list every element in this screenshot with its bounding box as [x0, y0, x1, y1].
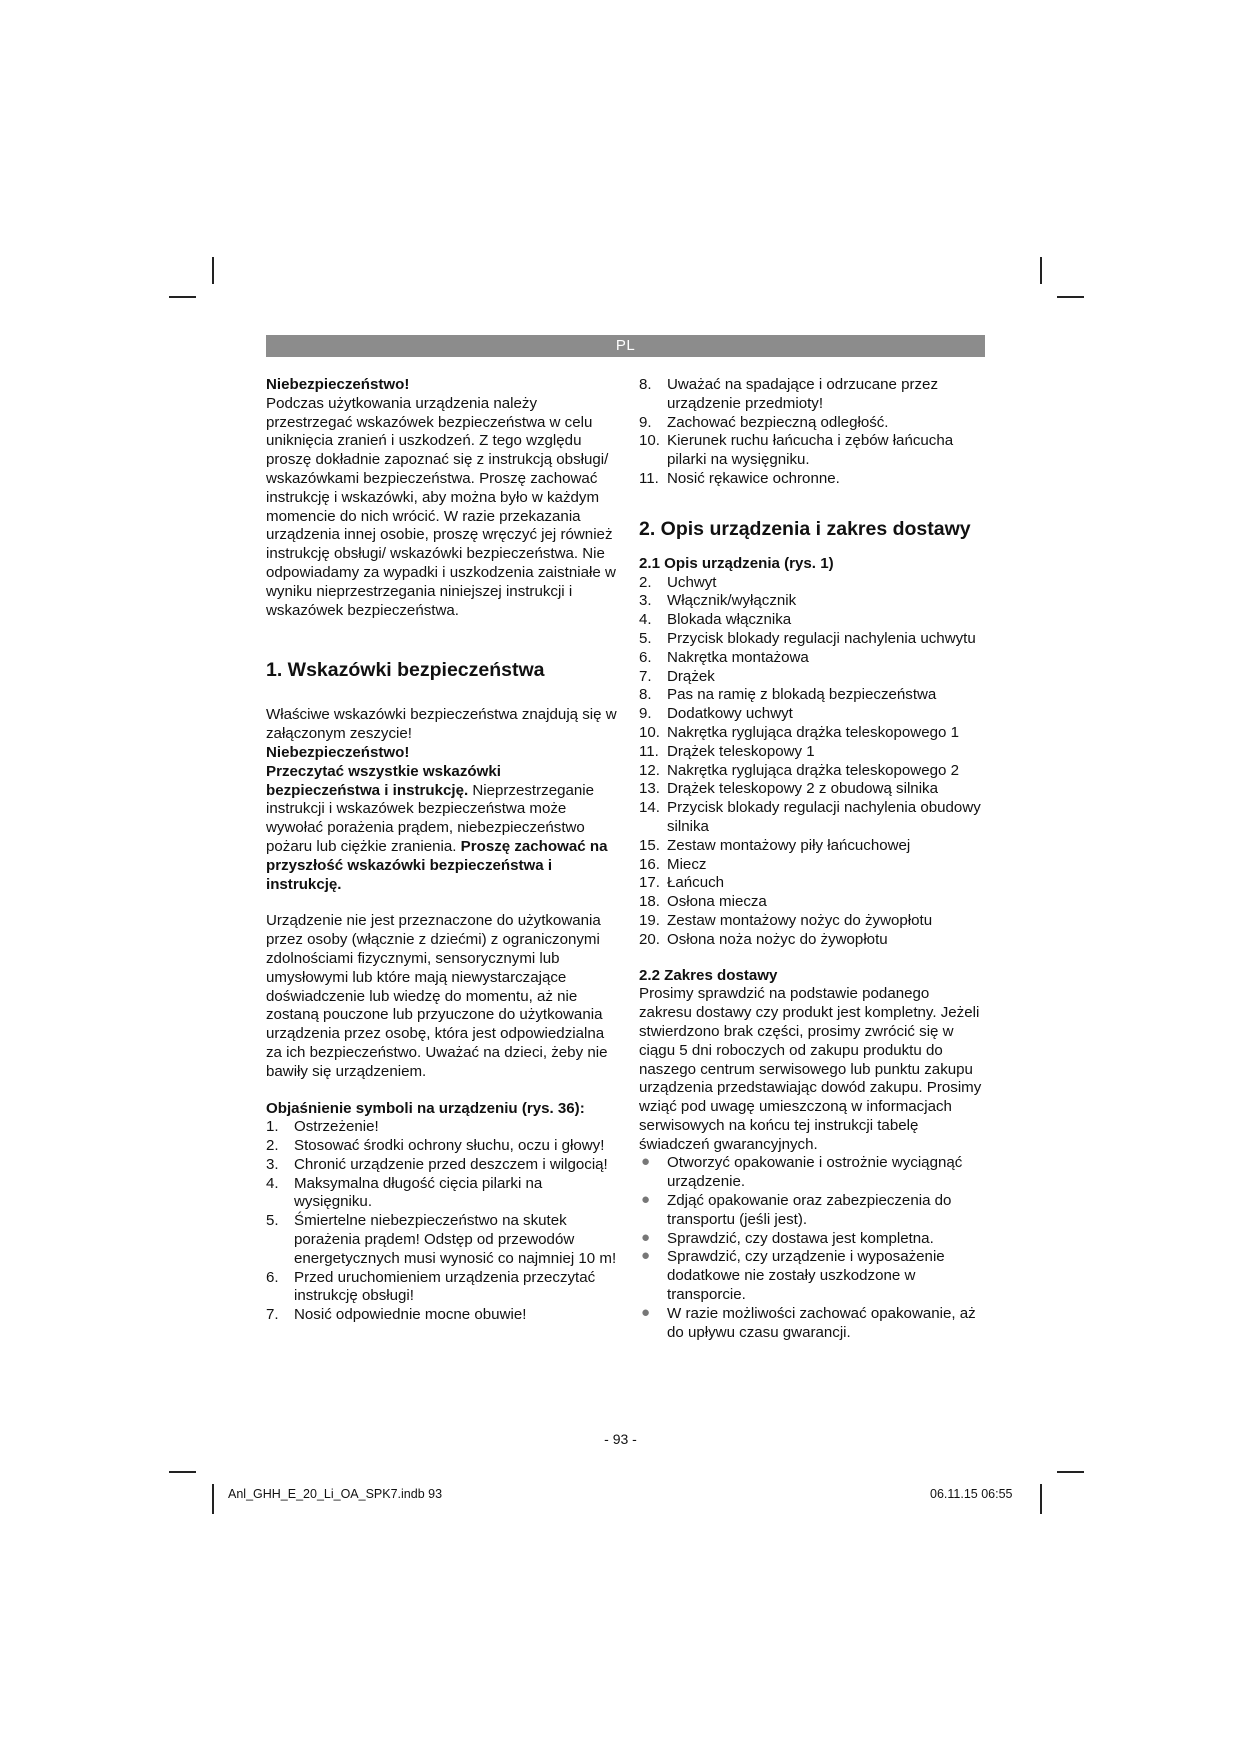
list-item-number: 12. — [639, 761, 660, 779]
list-item-text: Przycisk blokady regulacji nachylenia uchwytu — [667, 629, 976, 647]
list-item-number: 7. — [639, 667, 652, 685]
symbol-list-item — [266, 1137, 618, 1156]
list-item-number: 2. — [639, 573, 652, 591]
list-item-text: Łańcuch — [667, 874, 725, 892]
list-item-text: Przed uruchomieniem urządzenia przeczytać instrukcję obsługi! — [294, 1268, 596, 1305]
section-1-intro: Właściwe wskazówki bezpieczeństwa znajdują się w załączonym zeszycie! — [266, 706, 617, 743]
list-item-number: 10. — [639, 723, 660, 741]
list-item-text: Drążek teleskopowy 1 — [667, 742, 815, 760]
list-item-number: 4. — [266, 1174, 279, 1192]
list-item-number: 3. — [639, 592, 652, 610]
part-list-item — [639, 912, 985, 931]
list-item-text: Zachować bezpieczną odległość. — [667, 413, 889, 431]
symbol-list-item — [266, 1118, 618, 1137]
bullet-icon: ● — [641, 1303, 651, 1321]
list-item-number: 16. — [639, 855, 660, 873]
symbol-list-item — [639, 470, 985, 489]
part-list-item — [639, 705, 985, 724]
part-list-item — [639, 668, 985, 687]
subsection-2-1-heading: 2.1 Opis urządzenia (rys. 1) — [639, 554, 834, 572]
list-item-text: Stosować środki ochrony słuchu, oczu i głowy! — [294, 1137, 605, 1155]
list-item-number: 7. — [266, 1306, 279, 1324]
part-list-item — [639, 574, 985, 593]
part-list-item — [639, 724, 985, 743]
symbol-list-item — [639, 432, 985, 470]
list-item-number: 8. — [639, 376, 652, 393]
checklist-item-text: Sprawdzić, czy dostawa jest kompletna. — [667, 1229, 934, 1247]
symbol-list-item — [639, 414, 985, 433]
list-item-number: 6. — [266, 1268, 279, 1286]
part-list-item — [639, 743, 985, 762]
bullet-icon: ● — [641, 1228, 651, 1246]
bullet-icon: ● — [641, 1191, 651, 1209]
list-item-text: Nosić odpowiednie mocne obuwie! — [294, 1306, 527, 1324]
checklist-item — [639, 1230, 985, 1249]
checklist-item-text: W razie możliwości zachować opakowanie, aż do upływu czasu gwarancji. — [667, 1304, 976, 1341]
persons-paragraph: Urządzenie nie jest przeznaczone do użytkowania przez osoby (włącznie z dziećmi) z ograniczonymi zdolnościami fizycznymi, sensorycznymi lub umysłowymi lub które mają niewystarczające doświadczenie lub wiedzę do momentu, aż nie zostaną pouczone lub przyuczone do użytkowania urządzenia przez osobę, która jest odpowiedzialna za ich bezpieczeństwo. Uważać na dzieci, żeby nie bawiły się urządzeniem. — [266, 912, 608, 1080]
crop-mark — [1057, 1471, 1084, 1473]
checklist-item — [639, 1248, 985, 1304]
checklist-item — [639, 1192, 985, 1230]
warning-paragraph-2 — [266, 763, 618, 895]
delivery-paragraph: Prosimy sprawdzić na podstawie podanego zakresu dostawy czy produkt jest kompletny. Jeżeli stwierdzono brak części, prosimy zwrócić się w ciągu 5 dni roboczych od zakupu produktu do naszego centrum serwisowego lub punktu zakupu urządzenia przedstawiając dowód zakupu. Prosimy wziąć pod uwagę umieszczoną w informacjach serwisowych na końcu tej instrukcji tabelę świadczeń gwarancyjnych. — [639, 985, 982, 1153]
list-item-text: Maksymalna długość cięcia pilarki na wysięgniku. — [294, 1174, 543, 1211]
list-item-number: 18. — [639, 893, 660, 911]
list-item-number: 14. — [639, 799, 660, 817]
crop-mark — [212, 257, 214, 284]
language-header-bar — [266, 335, 985, 357]
list-item-text: Osłona miecza — [667, 893, 767, 911]
part-list-item — [639, 762, 985, 781]
list-item-number: 6. — [639, 648, 652, 666]
list-item-text: Zestaw montażowy nożyc do żywopłotu — [667, 911, 933, 929]
part-list-item — [639, 799, 985, 837]
warning-title: Niebezpieczeństwo! — [266, 376, 410, 393]
checklist-item-text: Sprawdzić, czy urządzenie i wyposażenie dodatkowe nie zostały uszkodzone w transporcie. — [667, 1248, 945, 1304]
footer-file-name: Anl_GHH_E_20_Li_OA_SPK7.indb 93 — [228, 1487, 443, 1501]
list-item-text: Blokada włącznika — [667, 611, 792, 629]
checklist-item — [639, 1154, 985, 1192]
part-list-item — [639, 592, 985, 611]
symbol-list-item — [266, 1269, 618, 1307]
part-list-item — [639, 931, 985, 950]
crop-mark — [169, 296, 196, 298]
crop-mark — [212, 1484, 214, 1514]
list-item-text: Przycisk blokady regulacji nachylenia obudowy silnika — [667, 799, 981, 835]
list-item-number: 10. — [639, 432, 660, 450]
symbol-list-item — [266, 1212, 618, 1268]
list-item-number: 15. — [639, 836, 660, 854]
symbol-list-item — [639, 376, 985, 414]
part-list-item — [639, 837, 985, 856]
list-item-number: 5. — [639, 629, 652, 647]
part-list-item — [639, 780, 985, 799]
list-item-number: 20. — [639, 930, 660, 948]
parts-list — [639, 574, 985, 950]
list-item-number: 2. — [266, 1137, 279, 1155]
footer-timestamp: 06.11.15 06:55 — [930, 1487, 1013, 1501]
list-item-text: Nakrętka ryglująca drążka teleskopowego 2 — [667, 761, 959, 779]
list-item-number: 17. — [639, 874, 660, 892]
list-item-text: Drążek — [667, 667, 715, 685]
symbol-list-item — [266, 1156, 618, 1175]
part-list-item — [639, 611, 985, 630]
crop-mark — [1057, 296, 1084, 298]
list-item-number: 9. — [639, 413, 652, 431]
list-item-text: Zestaw montażowy piły łańcuchowej — [667, 836, 911, 854]
list-item-number: 9. — [639, 705, 652, 723]
part-list-item — [639, 893, 985, 912]
bullet-icon: ● — [641, 1153, 651, 1171]
list-item-text: Śmiertelne niebezpieczeństwo na skutek porażenia prądem! Odstęp od przewodów energetycznych musi wynosić co najmniej 10 m! — [294, 1212, 617, 1267]
list-item-text: Chronić urządzenie przed deszczem i wilgocią! — [294, 1155, 608, 1173]
list-item-text: Włącznik/wyłącznik — [667, 592, 797, 610]
part-list-item — [639, 874, 985, 893]
language-code: PL — [615, 337, 636, 354]
symbols-list-continued — [639, 376, 985, 489]
part-list-item — [639, 856, 985, 875]
list-item-text: Nakrętka ryglująca drążka teleskopowego 1 — [667, 723, 959, 741]
list-item-number: 5. — [266, 1212, 279, 1230]
section-2-heading: 2. Opis urządzenia i zakres dostawy — [639, 517, 971, 540]
crop-mark — [1040, 257, 1042, 284]
list-item-number: 11. — [639, 742, 659, 760]
part-list-item — [639, 630, 985, 649]
warning-title-2: Niebezpieczeństwo! — [266, 743, 410, 761]
list-item-text: Nakrętka montażowa — [667, 648, 809, 666]
bullet-icon: ● — [641, 1247, 651, 1265]
crop-mark — [169, 1471, 196, 1473]
delivery-checklist — [639, 1154, 985, 1342]
list-item-number: 8. — [639, 686, 652, 704]
list-item-number: 4. — [639, 611, 652, 629]
symbols-list — [266, 1118, 618, 1325]
section-1-heading: 1. Wskazówki bezpieczeństwa — [266, 659, 545, 682]
list-item-text: Uchwyt — [667, 573, 717, 591]
list-item-text: Dodatkowy uchwyt — [667, 705, 793, 723]
list-item-text: Miecz — [667, 855, 707, 873]
part-list-item — [639, 686, 985, 705]
warning-bold-lead: Przeczytać wszystkie wskazówki bezpieczeństwa i instrukcję. — [266, 762, 501, 799]
symbols-heading: Objaśnienie symboli na urządzeniu (rys. 36): — [266, 1099, 585, 1117]
symbol-list-item — [266, 1306, 618, 1325]
checklist-item — [639, 1305, 985, 1343]
list-item-text: Uważać na spadające i odrzucane przez urządzenie przedmioty! — [667, 376, 939, 412]
symbol-list-item — [266, 1175, 618, 1213]
left-column — [266, 376, 618, 1325]
subsection-2-2-heading: 2.2 Zakres dostawy — [639, 966, 778, 984]
crop-mark — [1040, 1484, 1042, 1514]
checklist-item-text: Zdjąć opakowanie oraz zabezpieczenia do transportu (jeśli jest). — [667, 1192, 952, 1228]
list-item-number: 19. — [639, 911, 660, 929]
list-item-text: Osłona noża nożyc do żywopłotu — [667, 930, 888, 948]
list-item-text: Kierunek ruchu łańcucha i zębów łańcucha pilarki na wysięgniku. — [667, 432, 954, 469]
list-item-text: Drążek teleskopowy 2 z obudową silnika — [667, 780, 938, 798]
list-item-number: 1. — [266, 1118, 279, 1136]
list-item-text: Nosić rękawice ochronne. — [667, 469, 840, 487]
warning-body: Nieprzestrzeganie instrukcji i wskazówek bezpieczeństwa może wywołać porażenia prądem, niebezpieczeństwo pożaru lub ciężkie zranienia. — [266, 781, 595, 855]
list-item-number: 13. — [639, 780, 660, 798]
checklist-item-text: Otworzyć opakowanie i ostrożnie wyciągnąć urządzenie. — [667, 1154, 963, 1191]
right-column — [639, 376, 985, 1342]
warning-bold-tail: Proszę zachować na przyszłość wskazówki bezpieczeństwa i instrukcję. — [266, 837, 608, 893]
page-number: - 93 - — [604, 1431, 637, 1447]
list-item-text: Ostrzeżenie! — [294, 1118, 379, 1136]
warning-paragraph: Podczas użytkowania urządzenia należy przestrzegać wskazówek bezpieczeństwa w celu uniknięcia zranień i uszkodzeń. Z tego względu proszę dokładnie zapoznać się z instrukcją obsługi/ wskazówkami bezpieczeństwa. Proszę zachować instrukcję i wskazówki, aby można było w każdym momencie do nich wrócić. W razie przekazania urządzenia innej osobie, proszę wręczyć jej również instrukcję obsługi/ wskazówki bezpieczeństwa. Nie odpowiadamy za wypadki i uszkodzenia zaistniałe w wyniku nieprzestrzegania niniejszej instrukcji i wskazówek bezpieczeństwa. — [266, 394, 616, 619]
part-list-item — [639, 649, 985, 668]
list-item-text: Pas na ramię z blokadą bezpieczeństwa — [667, 686, 937, 704]
list-item-number: 3. — [266, 1155, 279, 1173]
list-item-number: 11. — [639, 469, 659, 487]
